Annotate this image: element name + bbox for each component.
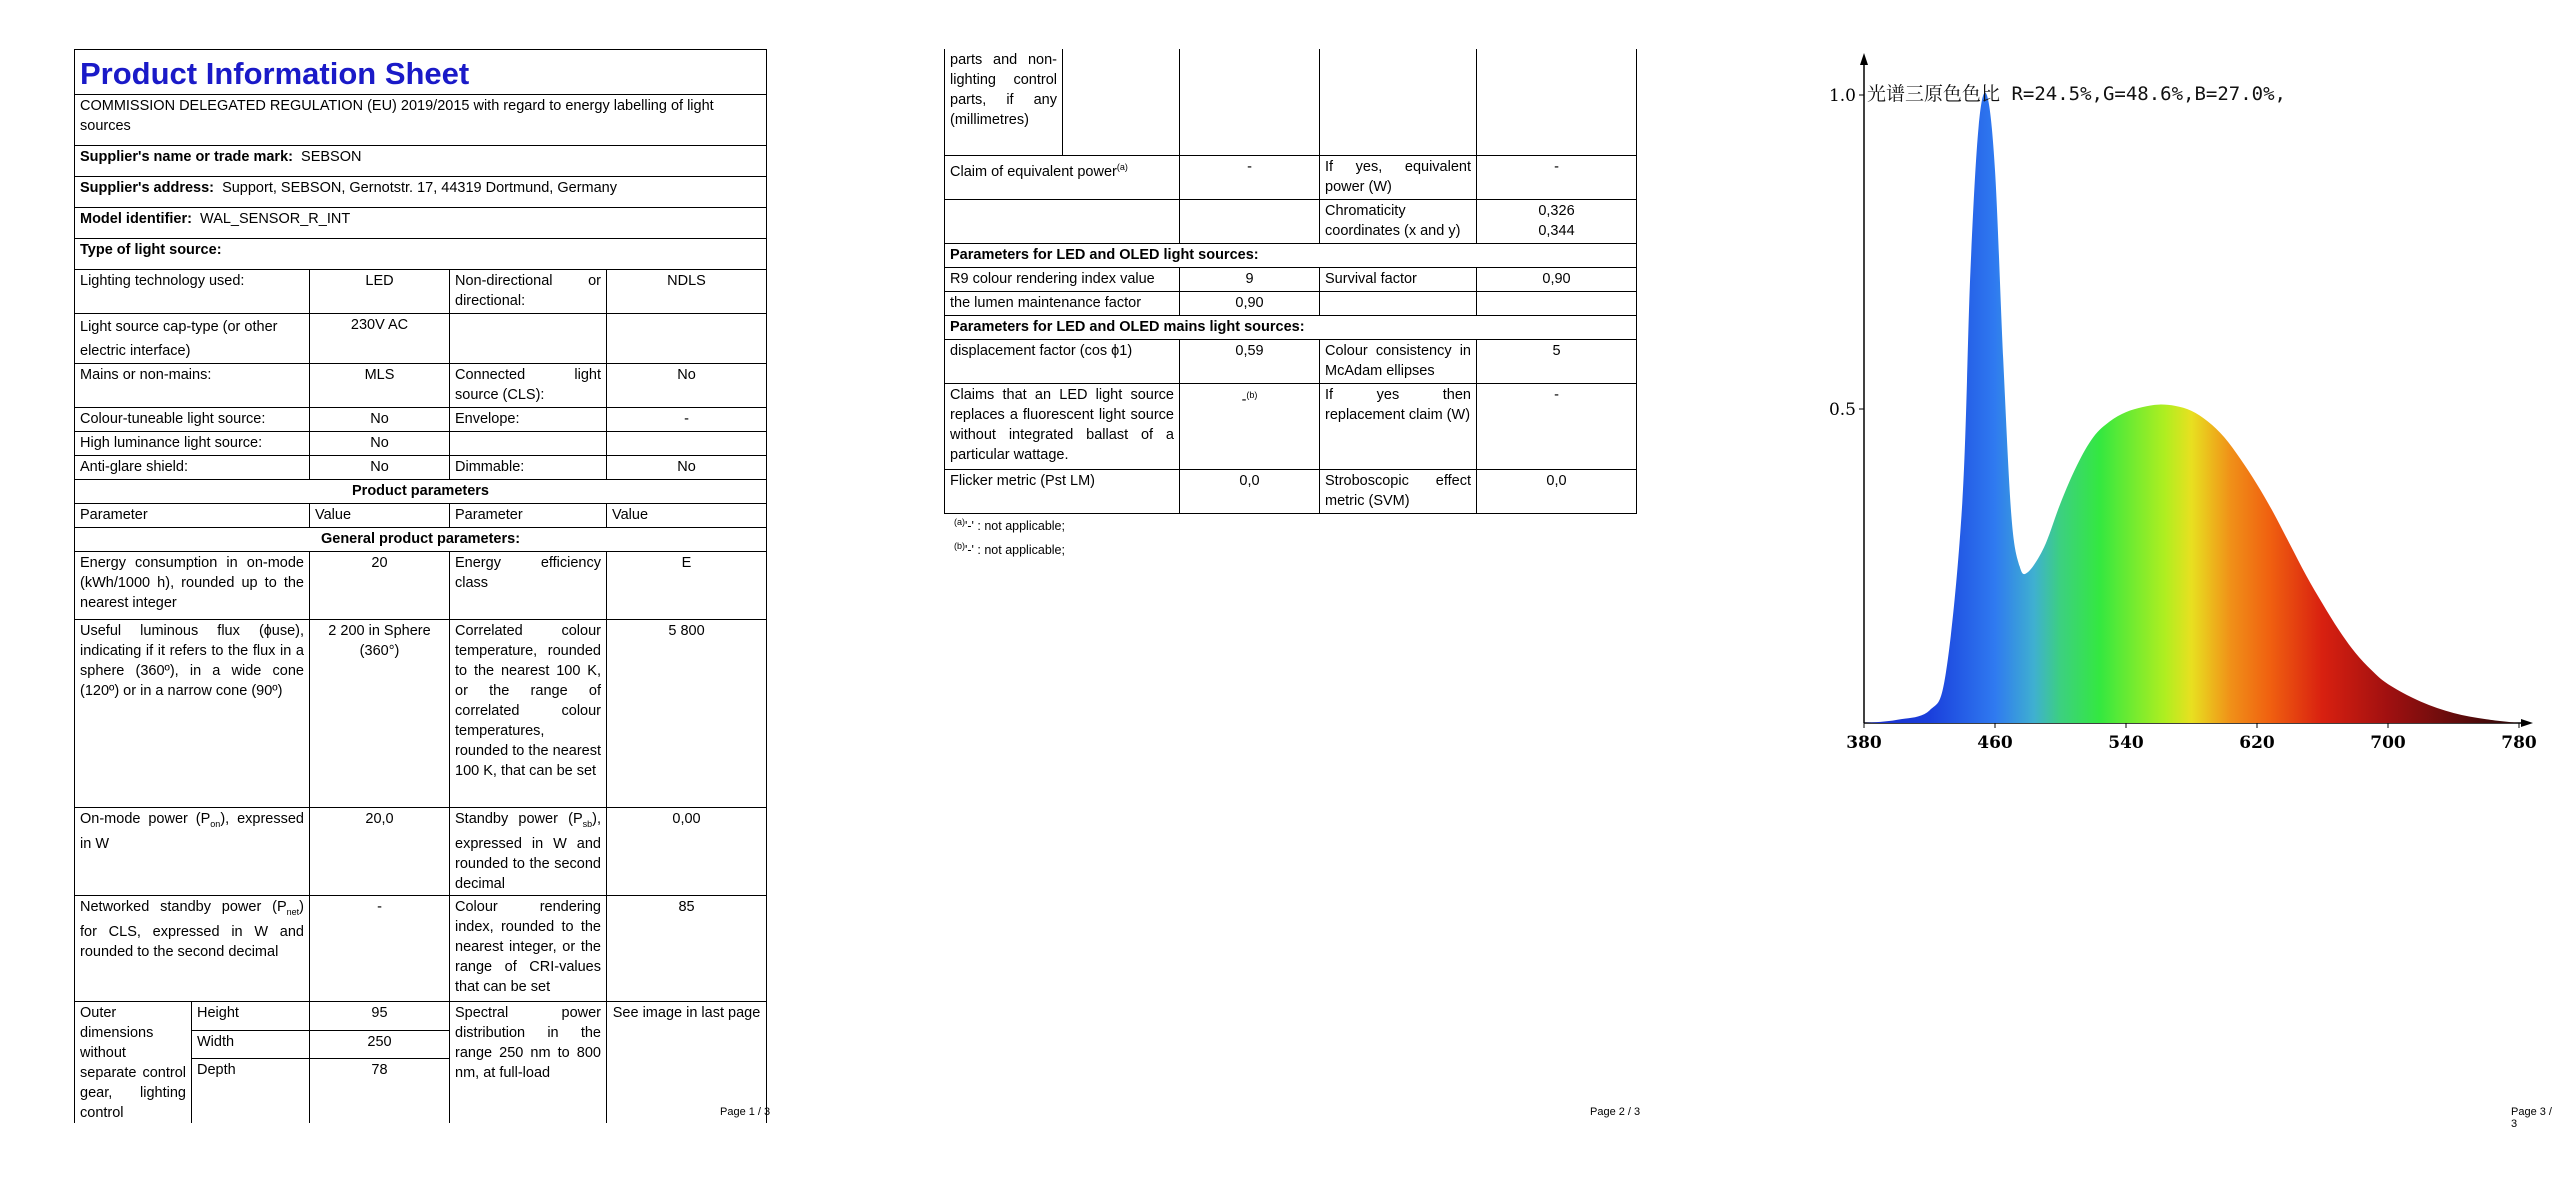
model-label: Model identifier: xyxy=(80,211,192,227)
model-value: WAL_SENSOR_R_INT xyxy=(200,211,351,227)
x-tick-label: 700 xyxy=(2370,733,2406,753)
supplier-address-value: Support, SEBSON, Gernotstr. 17, 44319 Dortmund, Germany xyxy=(222,180,617,196)
empty-cell xyxy=(450,432,607,456)
equivalent-power-value: - xyxy=(1180,155,1320,199)
empty-cell xyxy=(1180,49,1320,155)
displacement-factor-value: 0,59 xyxy=(1180,339,1320,383)
x-tick-label: 540 xyxy=(2108,733,2144,753)
luminous-flux-label: Useful luminous flux (ɸuse), indicating if it refers to the flux in a sphere (360º), in a wide cone (120º) or in a narrow cone (90º) xyxy=(75,620,310,808)
footnote-b: $^{(b)}$'-' : not applicable; xyxy=(954,541,1065,558)
page-number: Page 1 / 3 xyxy=(720,1106,771,1118)
footnote-a: $^{(a)}$'-' : not applicable; xyxy=(954,517,1065,534)
width-label: Width xyxy=(192,1030,310,1059)
energy-efficiency-value: E xyxy=(607,552,767,620)
anti-glare-value: No xyxy=(310,456,450,480)
cct-value: 5 800 xyxy=(607,620,767,808)
mains-label: Mains or non-mains: xyxy=(75,364,310,408)
survival-factor-value: 0,90 xyxy=(1477,267,1637,291)
height-label: Height xyxy=(192,1002,310,1031)
survival-factor-label: Survival factor xyxy=(1320,267,1477,291)
standby-power-value: 0,00 xyxy=(607,808,767,896)
cri-label: Colour rendering index, rounded to the nearest integer, or the range of CRI-values that can be set xyxy=(450,896,607,1002)
col-value-1: Value xyxy=(310,504,450,528)
anti-glare-label: Anti-glare shield: xyxy=(75,456,310,480)
empty-cell xyxy=(450,314,607,364)
standby-power-label: Standby power $(P_{sb})$, expressed in W and rounded to the second decimal xyxy=(450,808,607,896)
x-tick-label: 380 xyxy=(1846,733,1882,753)
col-parameter-2: Parameter xyxy=(450,504,607,528)
supplier-name-value: SEBSON xyxy=(301,149,362,165)
energy-efficiency-label: Energy efficiency class xyxy=(450,552,607,620)
colour-consistency-label: Colour consistency in McAdam ellipses xyxy=(1320,339,1477,383)
led-parameters-heading: Parameters for LED and OLED light sources: xyxy=(945,243,1637,267)
x-tick-label: 460 xyxy=(1977,733,2013,753)
page-number: Page 3 / 3 xyxy=(2511,1106,2552,1130)
col-parameter-1: Parameter xyxy=(75,504,310,528)
outer-dimensions-label: Outer dimensions without separate control gear, lighting control xyxy=(75,1002,192,1124)
if-yes-equivalent-label: If yes, equivalent power (W) xyxy=(1320,155,1477,199)
model-cell xyxy=(75,208,767,239)
spd-label: Spectral power distribution in the range 250 nm to 800 nm, at full-load xyxy=(450,1002,607,1124)
energy-consumption-value: 20 xyxy=(310,552,450,620)
displacement-factor-label: displacement factor (cos ϕ1) xyxy=(945,339,1180,383)
colour-tuneable-value: No xyxy=(310,408,450,432)
on-mode-power-value: 20,0 xyxy=(310,808,450,896)
col-value-2: Value xyxy=(607,504,767,528)
r9-value: 9 xyxy=(1180,267,1320,291)
replacement-claim-label: If yes then replacement claim (W) xyxy=(1320,383,1477,469)
depth-value: 78 xyxy=(310,1059,450,1123)
spd-value: See image in last page xyxy=(607,1002,767,1124)
page-1 xyxy=(0,0,853,1180)
page-3 xyxy=(1706,0,2560,1180)
y-axis-arrow xyxy=(1860,53,1868,65)
regulation-text: COMMISSION DELEGATED REGULATION (EU) 2019/2015 with regard to energy labelling of light sources xyxy=(75,95,767,146)
lumen-maintenance-label: the lumen maintenance factor xyxy=(945,291,1180,315)
flicker-metric-value: 0,0 xyxy=(1180,469,1320,513)
colour-consistency-value: 5 xyxy=(1477,339,1637,383)
y-tick-label: 1.0 xyxy=(1828,86,1856,106)
cap-type-label: Light source cap-type (or other electric interface) xyxy=(75,314,310,364)
empty-cell xyxy=(945,199,1180,243)
cri-value: 85 xyxy=(607,896,767,1002)
high-luminance-value: No xyxy=(310,432,450,456)
networked-standby-label: Networked standby power $(P_{net})$ for CLS, expressed in W and rounded to the second decimal xyxy=(75,896,310,1002)
envelope-label: Envelope: xyxy=(450,408,607,432)
general-parameters-heading: General product parameters: xyxy=(75,528,767,552)
led-replaces-fluorescent-label: Claims that an LED light source replaces a fluorescent light source without integrated ballast of a particular wattage. xyxy=(945,383,1180,469)
luminous-flux-value: 2 200 in Sphere (360°) xyxy=(310,620,450,808)
light-source-type-heading: Type of light source: xyxy=(75,239,767,270)
mains-parameters-heading: Parameters for LED and OLED mains light sources: xyxy=(945,315,1637,339)
supplier-name-cell xyxy=(75,146,767,177)
sheet-title: Product Information Sheet xyxy=(75,50,767,95)
r9-label: R9 colour rendering index value xyxy=(945,267,1180,291)
empty-cell xyxy=(607,432,767,456)
chart-marks xyxy=(1864,93,2519,723)
dimmable-value: No xyxy=(607,456,767,480)
directional-label: Non-directional or directional: xyxy=(450,270,607,314)
cls-value: No xyxy=(607,364,767,408)
cls-label: Connected light source (CLS): xyxy=(450,364,607,408)
led-replaces-fluorescent-value: -$^{(b)}$ xyxy=(1180,383,1320,469)
y-tick-label: 0.5 xyxy=(1828,400,1856,420)
envelope-value: - xyxy=(607,408,767,432)
led-parameters-table xyxy=(944,49,1637,514)
x-axis-arrow xyxy=(2521,719,2533,727)
product-parameters-heading: Product parameters xyxy=(75,480,767,504)
spectral-power-chart xyxy=(1706,0,2560,800)
spectrum-area xyxy=(1864,93,2519,723)
lighting-technology-value: LED xyxy=(310,270,450,314)
product-info-table xyxy=(74,49,767,1123)
x-tick-label: 780 xyxy=(2501,733,2537,753)
colour-tuneable-label: Colour-tuneable light source: xyxy=(75,408,310,432)
chart-title: 光谱三原色色比 R=24.5%,G=48.6%,B=27.0%, xyxy=(1867,83,2286,105)
empty-cell xyxy=(1063,49,1180,155)
cct-label: Correlated colour temperature, rounded to the nearest 100 K, or the range of correlated colour temperatures, rounded to the nearest 100 K, that can be set xyxy=(450,620,607,808)
cap-type-value: 230V AC xyxy=(310,314,450,364)
directional-value: NDLS xyxy=(607,270,767,314)
width-value: 250 xyxy=(310,1030,450,1059)
empty-cell xyxy=(607,314,767,364)
depth-label: Depth xyxy=(192,1059,310,1123)
if-yes-equivalent-value: - xyxy=(1477,155,1637,199)
chromaticity-label: Chromaticity coordinates (x and y) xyxy=(1320,199,1477,243)
on-mode-power-label: On-mode power $(P_{on})$, expressed in W xyxy=(75,808,310,896)
supplier-address-label: Supplier's address: xyxy=(80,180,214,196)
empty-cell xyxy=(1180,199,1320,243)
page-2 xyxy=(853,0,1706,1180)
lumen-maintenance-value: 0,90 xyxy=(1180,291,1320,315)
empty-cell xyxy=(1320,291,1477,315)
energy-consumption-label: Energy consumption in on-mode (kWh/1000 h), rounded up to the nearest integer xyxy=(75,552,310,620)
equivalent-power-label: Claim of equivalent power$^{(a)}$ xyxy=(945,155,1180,199)
page-number: Page 2 / 3 xyxy=(1590,1106,1641,1118)
networked-standby-value: - xyxy=(310,896,450,1002)
stroboscopic-label: Stroboscopic effect metric (SVM) xyxy=(1320,469,1477,513)
chromaticity-value: 0,326 0,344 xyxy=(1477,199,1637,243)
empty-cell xyxy=(1320,49,1477,155)
empty-cell xyxy=(1477,291,1637,315)
x-tick-label: 620 xyxy=(2239,733,2275,753)
dimmable-label: Dimmable: xyxy=(450,456,607,480)
mains-value: MLS xyxy=(310,364,450,408)
supplier-name-label: Supplier's name or trade mark: xyxy=(80,149,293,165)
lighting-technology-label: Lighting technology used: xyxy=(75,270,310,314)
continued-dimensions-label: parts and non-lighting control parts, if any (millimetres) xyxy=(945,49,1063,155)
supplier-address-cell xyxy=(75,177,767,208)
height-value: 95 xyxy=(310,1002,450,1031)
flicker-metric-label: Flicker metric (Pst LM) xyxy=(945,469,1180,513)
stroboscopic-value: 0,0 xyxy=(1477,469,1637,513)
empty-cell xyxy=(1477,49,1637,155)
high-luminance-label: High luminance light source: xyxy=(75,432,310,456)
replacement-claim-value: - xyxy=(1477,383,1637,469)
